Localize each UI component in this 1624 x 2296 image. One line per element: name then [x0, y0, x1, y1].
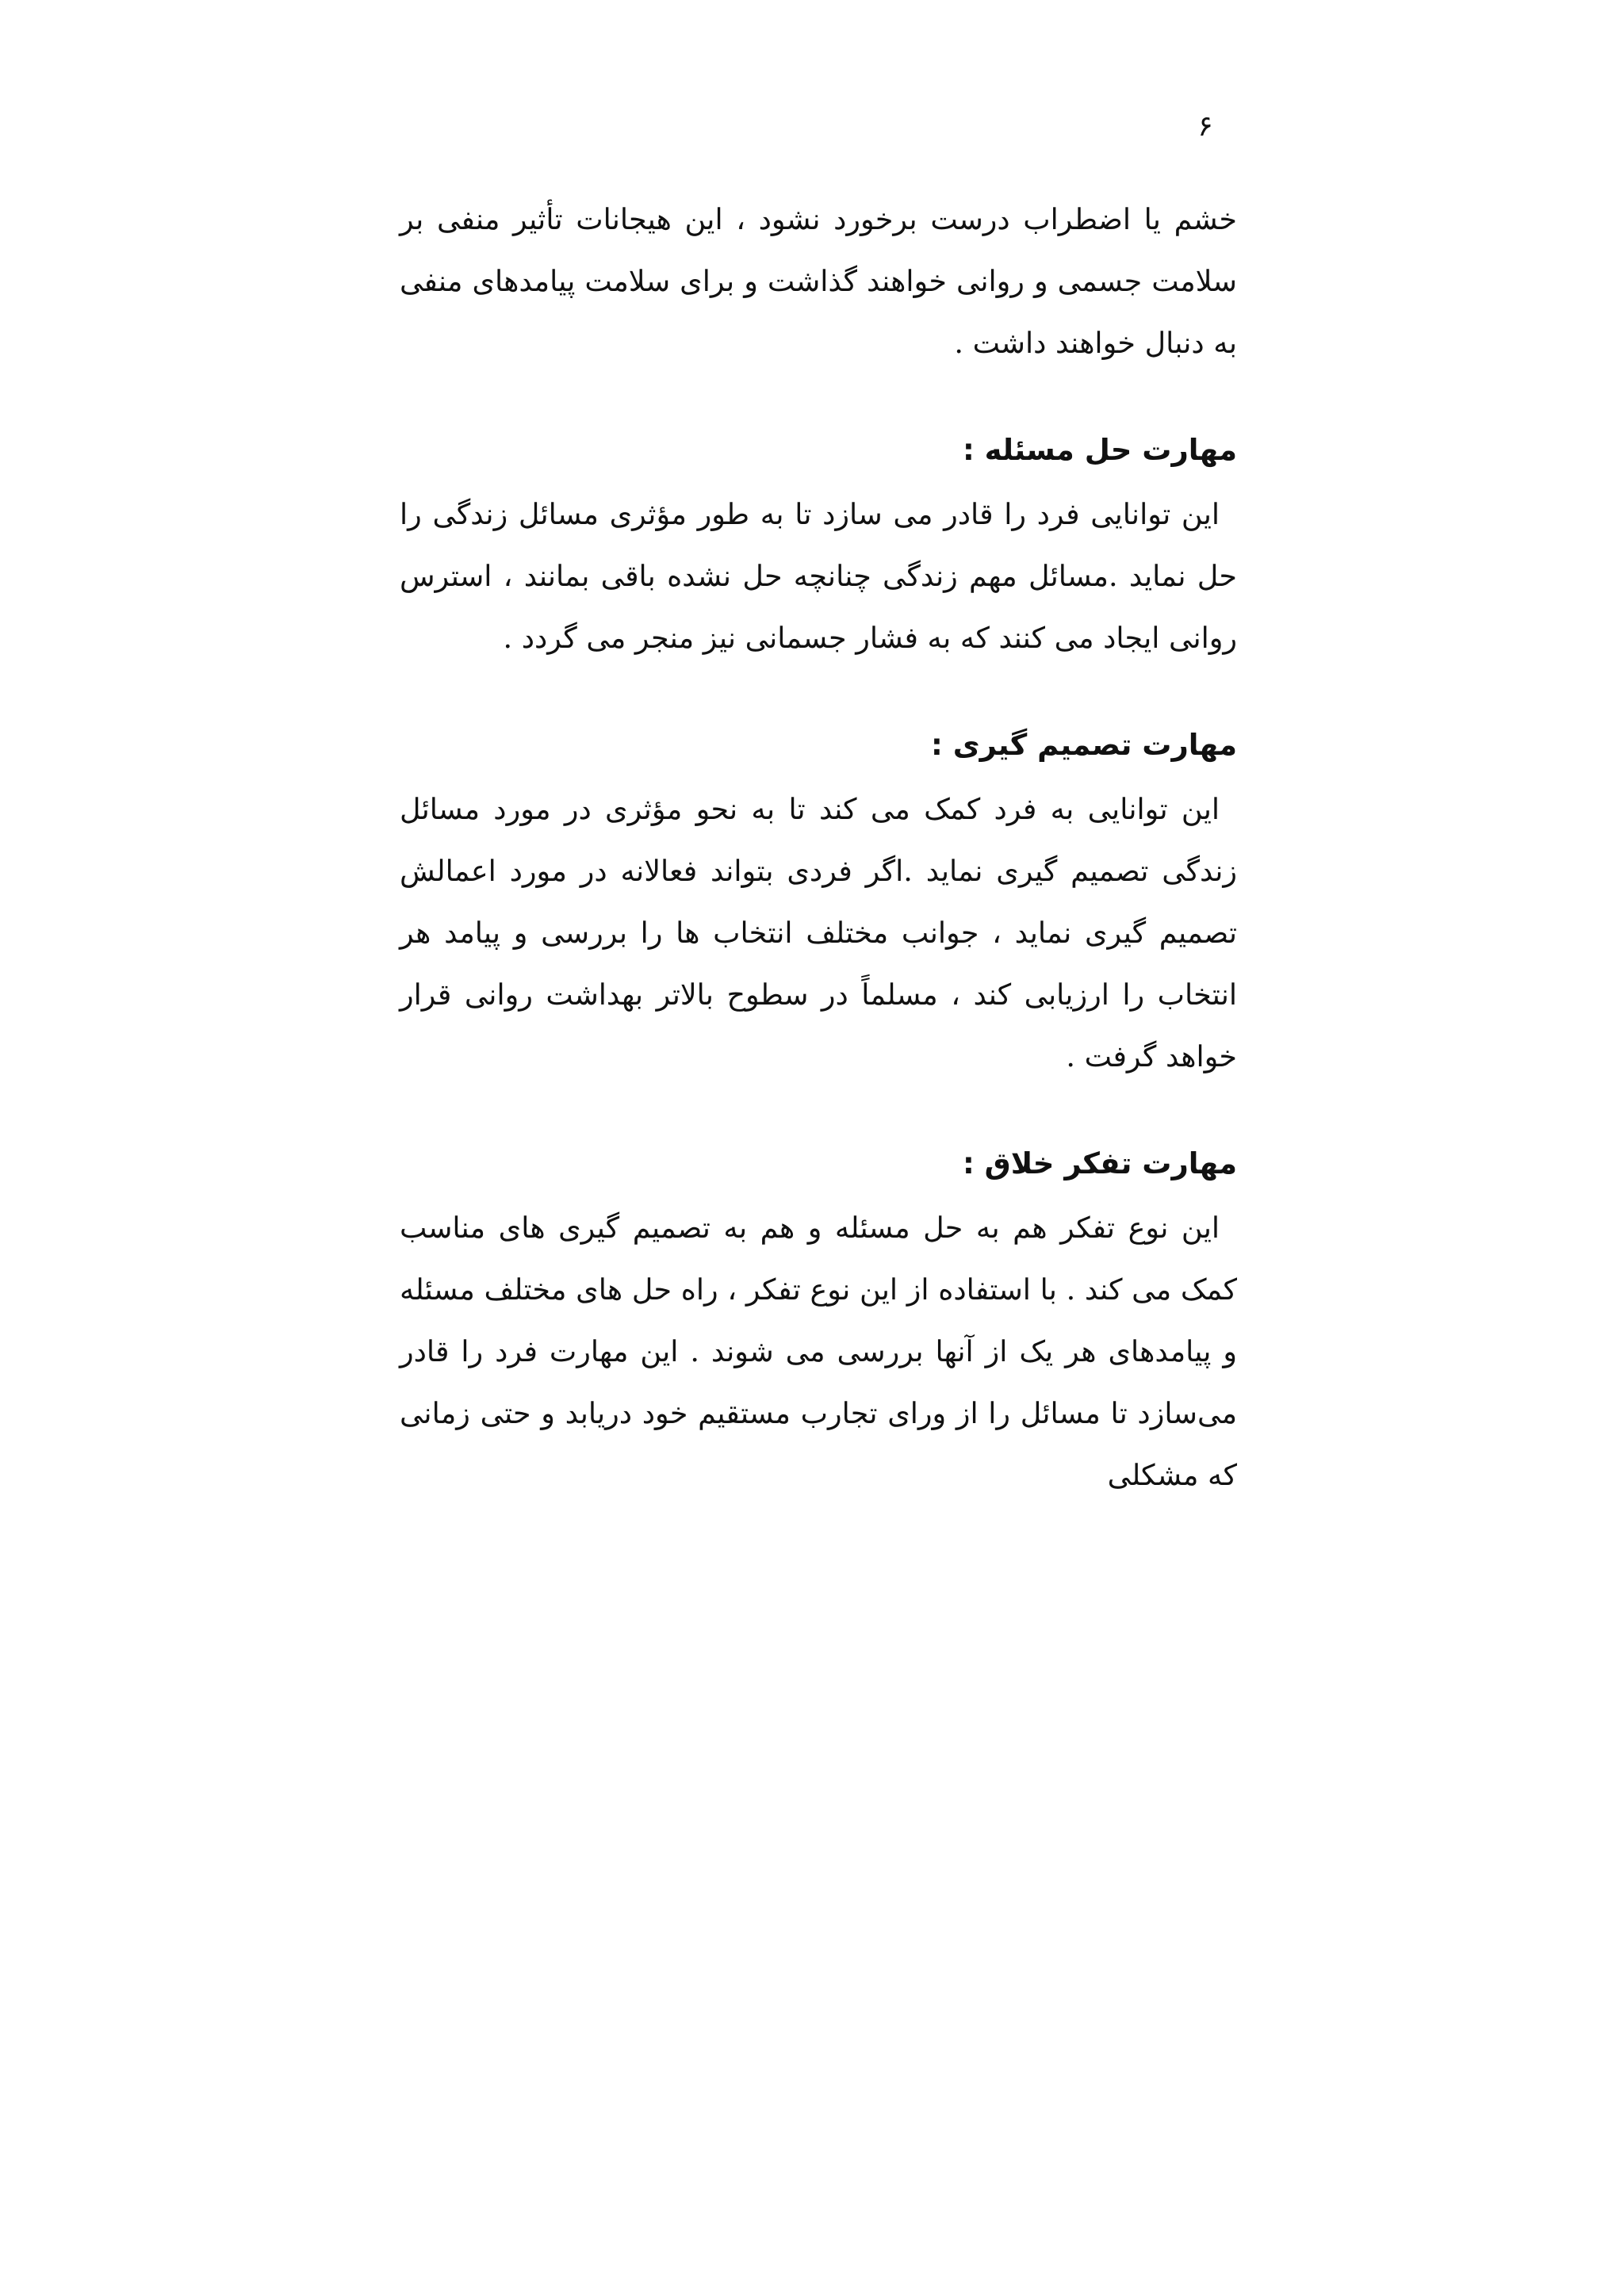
- section-paragraph: این توانایی فرد را قادر می سازد تا به طور مؤثری مسائل زندگی را حل نماید .مسائل مهم زندگی چنانچه حل نشده باقی بمانند ، استرس روانی ایجاد می کنند که به فشار جسمانی نیز منجر می گردد .: [400, 497, 1237, 655]
- section-title: مهارت تفکر خلاق :: [962, 1146, 1237, 1181]
- intro-paragraph: خشم یا اضطراب درست برخورد نشود ، این هیجانات تأثیر منفی بر سلامت جسمی و روانی خواهند گذاشت و برای سلامت پیامدهای منفی به دنبال خواهند داشت .: [400, 202, 1237, 360]
- page-number: ۶: [1197, 110, 1213, 143]
- section-paragraph: این نوع تفکر هم به حل مسئله و هم به تصمیم گیری های مناسب کمک می کند . با استفاده از این نوع تفکر ، راه حل های مختلف مسئله و پیامدهای هر یک از آنها بررسی می شوند . این مهارت فرد را قادر می‌سازد تا مسائل را از ورای تجارب مستقیم خود دریابد و حتی زمانی که مشکلی: [400, 1211, 1237, 1492]
- section-decision-making: [400, 721, 1237, 1088]
- section-title: مهارت تصمیم گیری :: [931, 728, 1237, 762]
- section-creative-thinking: [400, 1140, 1237, 1506]
- section-paragraph: این توانایی به فرد کمک می کند تا به نحو مؤثری در مورد مسائل زندگی تصمیم گیری نماید .اگر فردی بتواند فعالانه در مورد اعمالش تصمیم گیری نماید ، جوانب مختلف انتخاب ها را بررسی و پیامد هر انتخاب را ارزیابی کند ، مسلماً در سطوح بالاتر بهداشت روانی قرار خواهد گرفت .: [400, 792, 1237, 1073]
- section-title: مهارت حل مسئله :: [962, 433, 1237, 467]
- page-content: [400, 189, 1237, 1506]
- section-problem-solving: [400, 427, 1237, 669]
